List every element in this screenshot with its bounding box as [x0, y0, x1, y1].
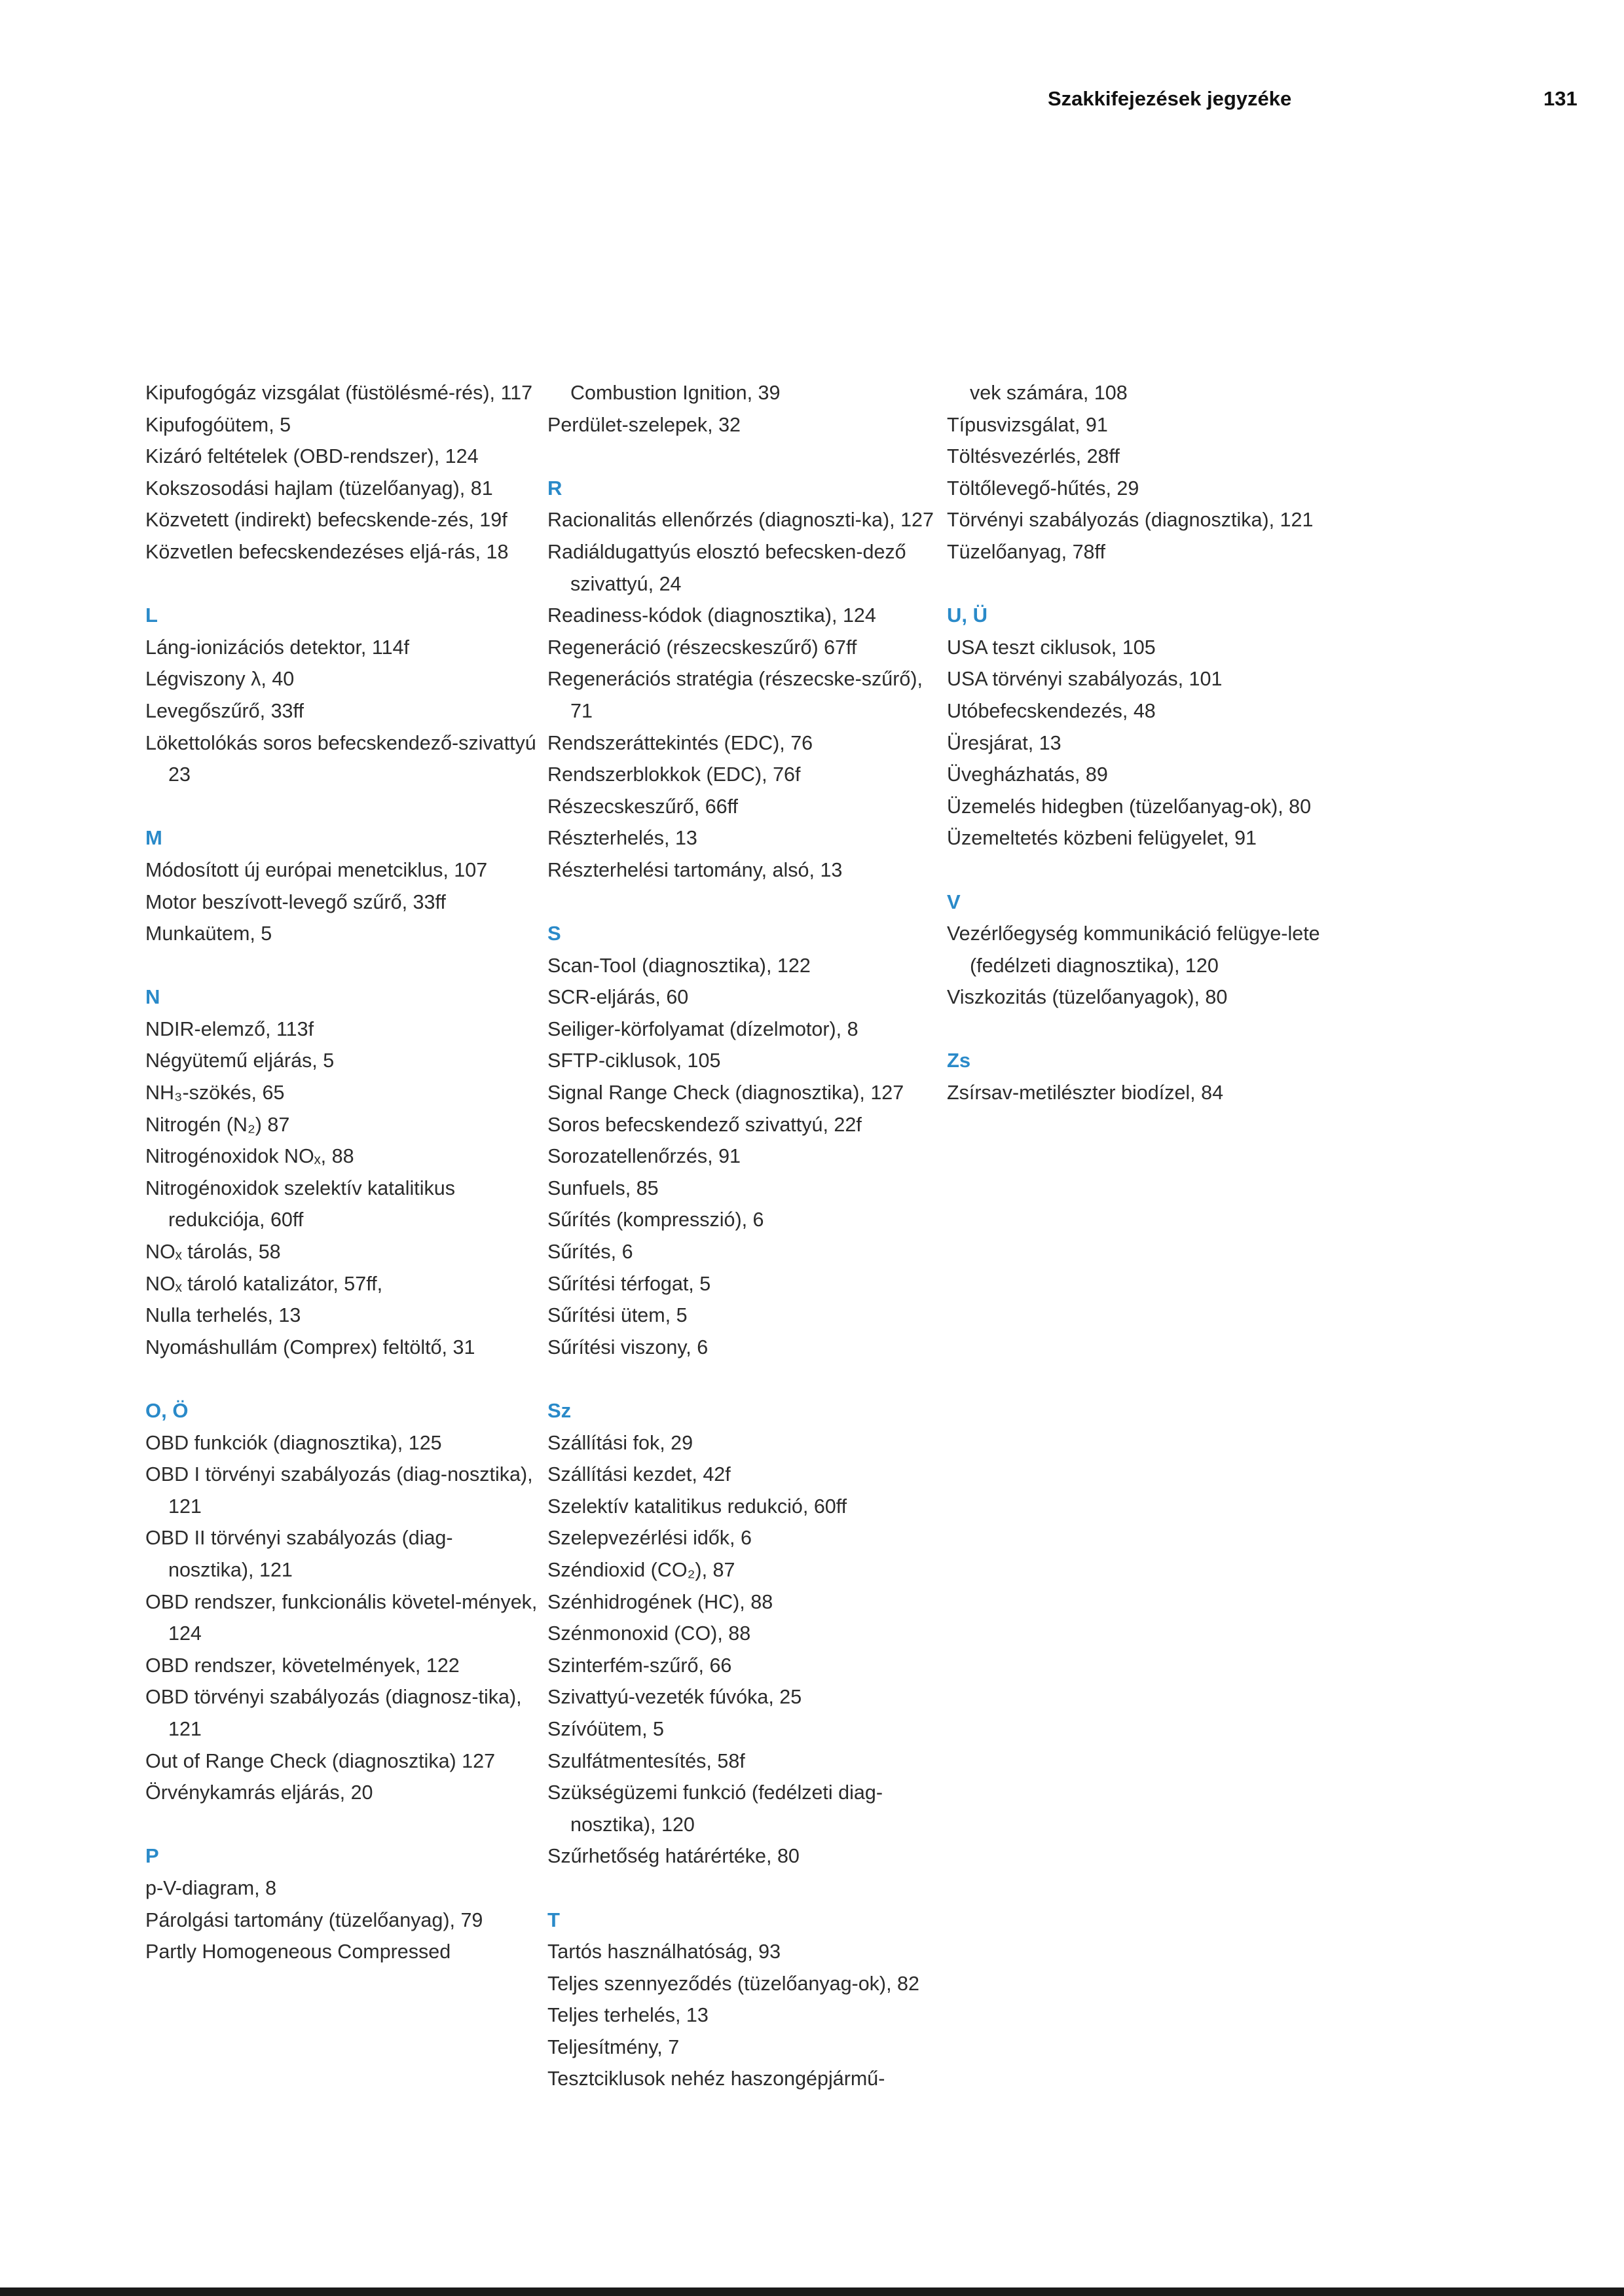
- index-entry: Típusvizsgálat, 91: [947, 413, 1108, 436]
- section-letter-heading: S: [547, 922, 561, 945]
- index-entry: vek számára, 108: [970, 382, 1128, 404]
- index-entry: OBD I törvényi szabályozás (diag-nosztika), 121: [145, 1463, 533, 1518]
- running-header: Szakkifejezések jegyzéke: [1048, 87, 1292, 110]
- section-spacer: [547, 1363, 940, 1395]
- index-entry: Scan-Tool (diagnosztika), 122: [547, 954, 811, 977]
- index-entry: Rendszeráttekintés (EDC), 76: [547, 731, 813, 754]
- index-entry: Nulla terhelés, 13: [145, 1304, 301, 1327]
- index-entry: Sorozatellenőrzés, 91: [547, 1145, 741, 1168]
- index-entry: Teljesítmény, 7: [547, 2035, 680, 2058]
- index-entry: Racionalitás ellenőrzés (diagnoszti-ka), 127: [547, 509, 934, 532]
- index-entry: Sűrítési viszony, 6: [547, 1336, 709, 1358]
- index-entry: Üzemelés hidegben (tüzelőanyag-ok), 80: [947, 795, 1312, 818]
- index-entry: Rendszerblokkok (EDC), 76f: [547, 763, 801, 786]
- index-entry: Örvénykamrás eljárás, 20: [145, 1781, 373, 1804]
- index-entry: Szállítási kezdet, 42f: [547, 1463, 731, 1486]
- index-entry: OBD II törvényi szabályozás (diag-nosztika), 121: [145, 1527, 453, 1581]
- index-entry: Regeneráció (részecskeszűrő) 67ff: [547, 636, 857, 659]
- index-entry: Szelektív katalitikus redukció, 60ff: [547, 1495, 847, 1518]
- index-entry: Részterhelési tartomány, alsó, 13: [547, 858, 843, 881]
- index-entry: Szállítási fok, 29: [547, 1431, 693, 1454]
- index-entry: Közvetett (indirekt) befecskende-zés, 19f: [145, 509, 507, 532]
- index-entry: Szinterfém-szűrő, 66: [547, 1654, 732, 1677]
- index-entry: Utóbefecskendezés, 48: [947, 699, 1156, 722]
- index-entry: Motor beszívott-levegő szűrő, 33ff: [145, 890, 446, 913]
- index-entry: Kipufogógáz vizsgálat (füstölésmé-rés), 117: [145, 382, 533, 404]
- index-entry: Vezérlőegység kommunikáció felügye-lete (fedélzeti diagnosztika), 120: [947, 922, 1320, 977]
- index-entry: Széndioxid (CO₂), 87: [547, 1558, 735, 1581]
- index-entry: Sűrítési térfogat, 5: [547, 1272, 711, 1295]
- section-spacer: [145, 1363, 538, 1395]
- section-spacer: [947, 1013, 1340, 1046]
- section-letter-heading: N: [145, 985, 160, 1009]
- index-entry: Szulfátmentesítés, 58f: [547, 1749, 745, 1772]
- index-entry: Tesztciklusok nehéz haszongépjármű-: [547, 2068, 885, 2090]
- index-entry: NOₓ tárolás, 58: [145, 1241, 281, 1264]
- index-entry: Signal Range Check (diagnosztika), 127: [547, 1082, 904, 1104]
- index-entry: Kipufogóütem, 5: [145, 413, 291, 436]
- index-entry: Párolgási tartomány (tüzelőanyag), 79: [145, 1908, 483, 1931]
- index-entry: Combustion Ignition, 39: [570, 382, 781, 404]
- section-letter-heading: V: [947, 890, 961, 913]
- section-letter-heading: R: [547, 476, 563, 500]
- index-entry: Levegőszűrő, 33ff: [145, 699, 304, 722]
- index-entry: Lökettolókás soros befecskendező-szivattyú 23: [145, 731, 536, 786]
- section-letter-heading: M: [145, 826, 162, 850]
- index-entry: Négyütemű eljárás, 5: [145, 1049, 335, 1072]
- index-entry: Légviszony λ, 40: [145, 668, 295, 691]
- index-entry: Módosított új európai menetciklus, 107: [145, 858, 488, 881]
- section-spacer: [547, 1872, 940, 1904]
- index-entry: Részecskeszűrő, 66ff: [547, 795, 739, 818]
- index-entry: Szénmonoxid (CO), 88: [547, 1622, 751, 1645]
- index-entry: Tüzelőanyag, 78ff: [947, 540, 1105, 563]
- index-entry: Tartós használhatóság, 93: [547, 1941, 781, 1963]
- index-entry: OBD rendszer, követelmények, 122: [145, 1654, 460, 1677]
- index-entry: Nitrogén (N₂) 87: [145, 1113, 290, 1136]
- index-entry: Sunfuels, 85: [547, 1176, 659, 1199]
- section-spacer: [145, 950, 538, 982]
- index-entry: Nitrogénoxidok NOₓ, 88: [145, 1145, 354, 1168]
- index-entry: Töltőlevegő-hűtés, 29: [947, 477, 1139, 500]
- section-letter-heading: T: [547, 1908, 560, 1931]
- index-column-1: [145, 377, 538, 1968]
- index-entry: USA törvényi szabályozás, 101: [947, 668, 1223, 691]
- index-entry: Szükségüzemi funkció (fedélzeti diag-nosztika), 120: [547, 1781, 883, 1836]
- index-entry: Láng-ionizációs detektor, 114f: [145, 636, 409, 659]
- index-entry: OBD funkciók (diagnosztika), 125: [145, 1431, 442, 1454]
- section-spacer: [145, 791, 538, 823]
- index-entry: Törvényi szabályozás (diagnosztika), 121: [947, 509, 1314, 532]
- index-entry: Readiness-kódok (diagnosztika), 124: [547, 604, 876, 627]
- index-entry: Üresjárat, 13: [947, 731, 1061, 754]
- index-entry: Out of Range Check (diagnosztika) 127: [145, 1749, 496, 1772]
- index-entry: Seiliger-körfolyamat (dízelmotor), 8: [547, 1017, 858, 1040]
- index-entry: p-V-diagram, 8: [145, 1876, 277, 1899]
- index-entry: Partly Homogeneous Compressed: [145, 1941, 451, 1963]
- index-entry: Sűrítési ütem, 5: [547, 1304, 688, 1327]
- index-entry: NOₓ tároló katalizátor, 57ff,: [145, 1272, 383, 1295]
- index-entry: Üvegházhatás, 89: [947, 763, 1108, 786]
- section-letter-heading: Sz: [547, 1399, 572, 1422]
- index-entry: NH₃-szökés, 65: [145, 1082, 285, 1104]
- section-spacer: [947, 568, 1340, 600]
- bottom-border: [0, 2287, 1624, 2296]
- index-entry: Szelepvezérlési idők, 6: [547, 1527, 752, 1550]
- index-entry: Szénhidrogének (HC), 88: [547, 1590, 773, 1613]
- section-letter-heading: P: [145, 1844, 159, 1868]
- index-entry: SFTP-ciklusok, 105: [547, 1049, 721, 1072]
- index-entry: Szűrhetőség határértéke, 80: [547, 1845, 800, 1868]
- index-entry: Munkaütem, 5: [145, 922, 272, 945]
- index-entry: Perdület-szelepek, 32: [547, 413, 741, 436]
- index-entry: NDIR-elemző, 113f: [145, 1017, 314, 1040]
- section-spacer: [145, 568, 538, 600]
- index-entry: USA teszt ciklusok, 105: [947, 636, 1156, 659]
- index-column-2: [547, 377, 940, 2095]
- index-entry: Teljes szennyeződés (tüzelőanyag-ok), 82: [547, 1972, 919, 1995]
- page-number: 131: [1543, 87, 1578, 110]
- section-letter-heading: Zs: [947, 1049, 971, 1072]
- index-entry: Szivattyú-vezeték fúvóka, 25: [547, 1686, 802, 1709]
- index-entry: Kizáró feltételek (OBD-rendszer), 124: [145, 445, 479, 468]
- index-column-3: [947, 377, 1340, 1109]
- index-entry: Regenerációs stratégia (részecske-szűrő), 71: [547, 668, 923, 722]
- section-spacer: [547, 441, 940, 473]
- index-entry: Közvetlen befecskendezéses eljá-rás, 18: [145, 540, 509, 563]
- index-entry: SCR-eljárás, 60: [547, 986, 689, 1009]
- section-letter-heading: O, Ö: [145, 1399, 189, 1422]
- index-entry: Részterhelés, 13: [547, 827, 697, 850]
- index-entry: Teljes terhelés, 13: [547, 2004, 709, 2027]
- index-entry: OBD rendszer, funkcionális követel-mények, 124: [145, 1590, 538, 1645]
- index-entry: Sűrítés, 6: [547, 1241, 633, 1264]
- index-entry: Töltésvezérlés, 28ff: [947, 445, 1120, 468]
- index-entry: Üzemeltetés közbeni felügyelet, 91: [947, 827, 1257, 850]
- section-letter-heading: L: [145, 604, 158, 627]
- section-spacer: [145, 1809, 538, 1841]
- section-spacer: [947, 854, 1340, 886]
- index-entry: Sűrítés (kompresszió), 6: [547, 1209, 764, 1231]
- index-entry: Viszkozitás (tüzelőanyagok), 80: [947, 986, 1228, 1009]
- index-entry: Radiáldugattyús elosztó befecsken-dező szivattyú, 24: [547, 540, 906, 595]
- index-entry: Nyomáshullám (Comprex) feltöltő, 31: [145, 1336, 475, 1358]
- index-entry: Nitrogénoxidok szelektív katalitikus redukciója, 60ff: [145, 1176, 455, 1231]
- index-entry: OBD törvényi szabályozás (diagnosz-tika), 121: [145, 1686, 522, 1740]
- section-letter-heading: U, Ü: [947, 604, 987, 627]
- index-entry: Soros befecskendező szivattyú, 22f: [547, 1113, 862, 1136]
- index-entry: Szívóütem, 5: [547, 1717, 664, 1740]
- index-entry: Kokszosodási hajlam (tüzelőanyag), 81: [145, 477, 493, 500]
- index-entry: Zsírsav-metilészter biodízel, 84: [947, 1082, 1224, 1104]
- section-spacer: [547, 886, 940, 919]
